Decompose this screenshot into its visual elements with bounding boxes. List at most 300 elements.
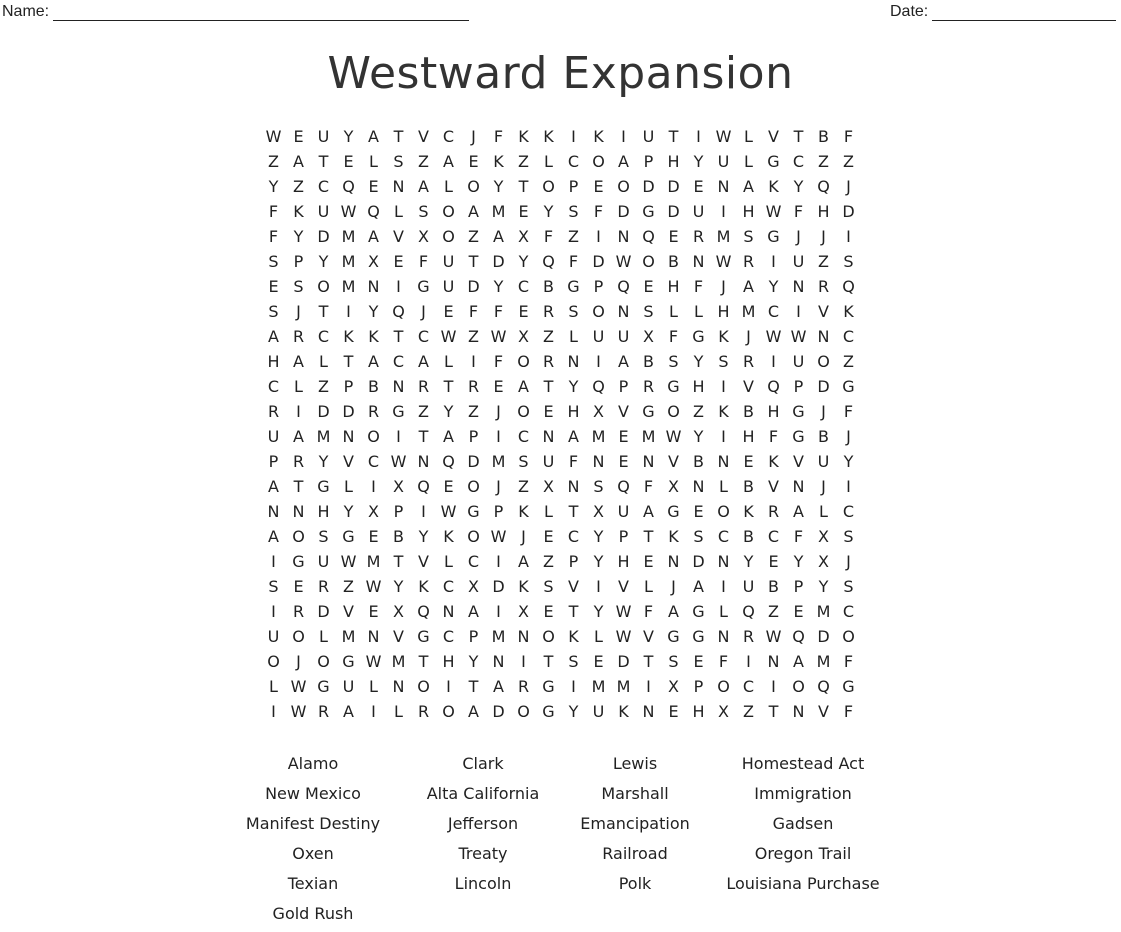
grid-letter[interactable]: D — [342, 402, 355, 421]
grid-letter[interactable]: Z — [543, 552, 554, 571]
grid-letter[interactable]: O — [517, 352, 530, 371]
grid-letter[interactable]: A — [743, 177, 754, 196]
grid-letter[interactable]: P — [393, 502, 404, 521]
grid-letter[interactable]: O — [817, 352, 830, 371]
grid-letter[interactable]: I — [371, 477, 376, 496]
grid-letter[interactable]: Z — [543, 327, 554, 346]
grid-letter[interactable]: P — [643, 152, 654, 171]
grid-letter[interactable]: S — [543, 577, 554, 596]
grid-letter[interactable]: J — [846, 177, 851, 196]
grid-letter[interactable]: Z — [768, 602, 779, 621]
grid-letter[interactable]: L — [694, 302, 703, 321]
grid-letter[interactable]: O — [467, 527, 480, 546]
grid-letter[interactable]: C — [392, 352, 405, 371]
grid-letter[interactable]: T — [393, 552, 404, 571]
grid-letter[interactable]: G — [692, 602, 705, 621]
name-blank-line[interactable] — [53, 3, 469, 21]
grid-letter[interactable]: V — [768, 477, 779, 496]
grid-letter[interactable]: N — [392, 677, 405, 696]
grid-letter[interactable]: V — [618, 577, 629, 596]
grid-letter[interactable]: J — [296, 652, 301, 671]
grid-letter[interactable]: G — [392, 402, 405, 421]
grid-letter[interactable]: R — [267, 402, 280, 421]
grid-letter[interactable]: V — [393, 627, 404, 646]
grid-letter[interactable]: U — [617, 327, 630, 346]
grid-letter[interactable]: C — [567, 152, 580, 171]
grid-letter[interactable]: R — [767, 502, 780, 521]
grid-letter[interactable]: L — [444, 177, 453, 196]
grid-letter[interactable]: A — [368, 352, 379, 371]
grid-letter[interactable]: Q — [817, 677, 830, 696]
grid-letter[interactable]: J — [821, 402, 826, 421]
grid-letter[interactable]: Y — [568, 377, 579, 396]
grid-letter[interactable]: F — [493, 352, 504, 371]
grid-letter[interactable]: B — [668, 252, 679, 271]
grid-letter[interactable]: Q — [792, 627, 805, 646]
grid-letter[interactable]: Q — [442, 452, 455, 471]
grid-letter[interactable]: I — [846, 227, 851, 246]
grid-letter[interactable]: G — [792, 427, 805, 446]
grid-letter[interactable]: R — [817, 277, 830, 296]
grid-letter[interactable]: I — [746, 652, 751, 671]
grid-letter[interactable]: A — [693, 577, 704, 596]
grid-letter[interactable]: G — [542, 702, 555, 721]
grid-letter[interactable]: A — [493, 227, 504, 246]
grid-letter[interactable]: D — [492, 702, 505, 721]
grid-letter[interactable]: E — [343, 152, 354, 171]
grid-letter[interactable]: S — [843, 527, 854, 546]
grid-letter[interactable]: B — [693, 452, 704, 471]
grid-letter[interactable]: F — [793, 202, 804, 221]
grid-letter[interactable]: L — [444, 352, 453, 371]
grid-letter[interactable]: T — [568, 502, 579, 521]
grid-letter[interactable]: H — [617, 552, 630, 571]
grid-letter[interactable]: P — [793, 377, 804, 396]
grid-letter[interactable]: Q — [542, 252, 555, 271]
grid-letter[interactable]: X — [818, 527, 829, 546]
grid-letter[interactable]: O — [842, 627, 855, 646]
grid-letter[interactable]: A — [293, 352, 304, 371]
grid-letter[interactable]: E — [443, 302, 454, 321]
grid-letter[interactable]: L — [294, 377, 303, 396]
grid-letter[interactable]: K — [418, 577, 429, 596]
grid-letter[interactable]: D — [467, 452, 480, 471]
grid-letter[interactable]: W — [615, 602, 632, 621]
grid-letter[interactable]: M — [341, 277, 356, 296]
grid-letter[interactable]: H — [692, 702, 705, 721]
grid-letter[interactable]: H — [742, 202, 755, 221]
date-field[interactable] — [890, 3, 1116, 21]
grid-letter[interactable]: N — [617, 302, 630, 321]
grid-letter[interactable]: X — [668, 677, 679, 696]
grid-letter[interactable]: T — [418, 652, 429, 671]
grid-letter[interactable]: L — [344, 477, 353, 496]
grid-letter[interactable]: N — [492, 652, 505, 671]
grid-letter[interactable]: J — [846, 552, 851, 571]
grid-letter[interactable]: I — [696, 127, 701, 146]
grid-letter[interactable]: Y — [268, 177, 279, 196]
grid-letter[interactable]: K — [718, 327, 729, 346]
grid-letter[interactable]: K — [718, 402, 729, 421]
grid-letter[interactable]: A — [468, 602, 479, 621]
grid-letter[interactable]: T — [318, 152, 329, 171]
grid-letter[interactable]: C — [767, 527, 780, 546]
grid-letter[interactable]: W — [365, 577, 382, 596]
grid-letter[interactable]: A — [643, 502, 654, 521]
grid-letter[interactable]: L — [544, 152, 553, 171]
grid-letter[interactable]: L — [719, 477, 728, 496]
grid-letter[interactable]: G — [467, 502, 480, 521]
grid-letter[interactable]: N — [717, 552, 730, 571]
grid-letter[interactable]: V — [668, 452, 679, 471]
grid-letter[interactable]: H — [667, 277, 680, 296]
grid-letter[interactable]: I — [796, 302, 801, 321]
grid-letter[interactable]: L — [444, 552, 453, 571]
grid-letter[interactable]: O — [542, 177, 555, 196]
grid-letter[interactable]: S — [668, 352, 679, 371]
grid-letter[interactable]: U — [267, 627, 280, 646]
grid-letter[interactable]: X — [543, 477, 554, 496]
grid-letter[interactable]: Y — [518, 252, 529, 271]
grid-letter[interactable]: F — [268, 227, 279, 246]
grid-letter[interactable]: R — [292, 452, 305, 471]
grid-letter[interactable]: P — [568, 552, 579, 571]
grid-letter[interactable]: G — [692, 627, 705, 646]
grid-letter[interactable]: Q — [342, 177, 355, 196]
grid-letter[interactable]: N — [642, 702, 655, 721]
grid-letter[interactable]: G — [567, 277, 580, 296]
grid-letter[interactable]: P — [793, 577, 804, 596]
grid-letter[interactable]: G — [667, 627, 680, 646]
grid-letter[interactable]: E — [368, 527, 379, 546]
grid-letter[interactable]: E — [668, 702, 679, 721]
grid-letter[interactable]: E — [543, 527, 554, 546]
grid-letter[interactable]: C — [842, 327, 855, 346]
grid-letter[interactable]: G — [317, 477, 330, 496]
grid-letter[interactable]: R — [742, 627, 755, 646]
grid-letter[interactable]: W — [765, 327, 782, 346]
grid-letter[interactable]: V — [743, 377, 754, 396]
grid-letter[interactable]: O — [717, 502, 730, 521]
grid-letter[interactable]: T — [443, 377, 454, 396]
grid-letter[interactable]: G — [767, 227, 780, 246]
grid-letter[interactable]: A — [293, 152, 304, 171]
grid-letter[interactable]: W — [340, 202, 357, 221]
grid-letter[interactable]: C — [517, 427, 530, 446]
grid-letter[interactable]: E — [293, 577, 304, 596]
grid-letter[interactable]: P — [618, 377, 629, 396]
grid-letter[interactable]: Z — [518, 152, 529, 171]
grid-letter[interactable]: H — [692, 377, 705, 396]
grid-letter[interactable]: Y — [543, 202, 554, 221]
grid-letter[interactable]: F — [843, 402, 854, 421]
grid-letter[interactable]: V — [393, 227, 404, 246]
grid-letter[interactable]: B — [393, 527, 404, 546]
grid-letter[interactable]: I — [496, 427, 501, 446]
grid-letter[interactable]: S — [718, 352, 729, 371]
grid-letter[interactable]: G — [667, 377, 680, 396]
grid-letter[interactable]: A — [618, 352, 629, 371]
grid-letter[interactable]: I — [471, 352, 476, 371]
grid-letter[interactable]: X — [368, 252, 379, 271]
grid-letter[interactable]: P — [468, 427, 479, 446]
grid-letter[interactable]: G — [842, 677, 855, 696]
grid-letter[interactable]: I — [346, 302, 351, 321]
grid-letter[interactable]: I — [771, 677, 776, 696]
grid-letter[interactable]: N — [367, 627, 380, 646]
grid-letter[interactable]: N — [392, 377, 405, 396]
grid-letter[interactable]: N — [717, 177, 730, 196]
grid-letter[interactable]: L — [744, 127, 753, 146]
grid-letter[interactable]: X — [593, 402, 604, 421]
grid-letter[interactable]: F — [493, 127, 504, 146]
grid-letter[interactable]: A — [468, 702, 479, 721]
grid-letter[interactable]: P — [268, 452, 279, 471]
grid-letter[interactable]: I — [271, 552, 276, 571]
grid-letter[interactable]: Y — [418, 527, 429, 546]
grid-letter[interactable]: L — [369, 677, 378, 696]
grid-letter[interactable]: I — [621, 127, 626, 146]
grid-letter[interactable]: B — [743, 402, 754, 421]
grid-letter[interactable]: G — [642, 202, 655, 221]
grid-letter[interactable]: N — [667, 552, 680, 571]
grid-letter[interactable]: A — [368, 227, 379, 246]
grid-letter[interactable]: A — [618, 152, 629, 171]
grid-letter[interactable]: X — [418, 227, 429, 246]
grid-letter[interactable]: S — [843, 252, 854, 271]
grid-letter[interactable]: F — [643, 477, 654, 496]
grid-letter[interactable]: H — [317, 502, 330, 521]
grid-letter[interactable]: A — [793, 502, 804, 521]
grid-letter[interactable]: D — [492, 252, 505, 271]
grid-letter[interactable]: L — [394, 702, 403, 721]
grid-letter[interactable]: J — [521, 527, 526, 546]
grid-letter[interactable]: A — [468, 202, 479, 221]
grid-letter[interactable]: C — [567, 527, 580, 546]
grid-letter[interactable]: N — [767, 652, 780, 671]
grid-letter[interactable]: Z — [568, 227, 579, 246]
grid-letter[interactable]: R — [417, 377, 430, 396]
grid-letter[interactable]: A — [368, 127, 379, 146]
grid-letter[interactable]: P — [468, 627, 479, 646]
grid-letter[interactable]: Y — [768, 277, 779, 296]
grid-letter[interactable]: Q — [642, 227, 655, 246]
grid-letter[interactable]: A — [518, 552, 529, 571]
grid-letter[interactable]: W — [790, 327, 807, 346]
grid-letter[interactable]: E — [693, 177, 704, 196]
grid-letter[interactable]: B — [643, 352, 654, 371]
grid-letter[interactable]: V — [418, 127, 429, 146]
grid-letter[interactable]: Y — [368, 302, 379, 321]
grid-letter[interactable]: K — [518, 577, 529, 596]
grid-letter[interactable]: C — [842, 602, 855, 621]
grid-letter[interactable]: A — [668, 602, 679, 621]
grid-letter[interactable]: Z — [318, 377, 329, 396]
grid-letter[interactable]: F — [843, 702, 854, 721]
grid-letter[interactable]: Y — [693, 152, 704, 171]
grid-letter[interactable]: C — [317, 327, 330, 346]
grid-letter[interactable]: J — [671, 577, 676, 596]
grid-letter[interactable]: Q — [742, 602, 755, 621]
grid-letter[interactable]: Z — [743, 702, 754, 721]
grid-letter[interactable]: O — [667, 402, 680, 421]
grid-letter[interactable]: H — [742, 427, 755, 446]
grid-letter[interactable]: R — [292, 602, 305, 621]
grid-letter[interactable]: E — [268, 277, 279, 296]
grid-letter[interactable]: L — [319, 352, 328, 371]
grid-letter[interactable]: I — [271, 702, 276, 721]
grid-letter[interactable]: N — [567, 352, 580, 371]
grid-letter[interactable]: E — [443, 477, 454, 496]
grid-letter[interactable]: L — [819, 502, 828, 521]
grid-letter[interactable]: C — [717, 527, 730, 546]
grid-letter[interactable]: H — [567, 402, 580, 421]
grid-letter[interactable]: L — [394, 202, 403, 221]
grid-letter[interactable]: Y — [793, 552, 804, 571]
grid-letter[interactable]: C — [742, 677, 755, 696]
grid-letter[interactable]: H — [717, 302, 730, 321]
grid-letter[interactable]: G — [792, 402, 805, 421]
grid-letter[interactable]: P — [693, 677, 704, 696]
grid-letter[interactable]: R — [517, 677, 530, 696]
grid-letter[interactable]: I — [771, 252, 776, 271]
grid-letter[interactable]: F — [668, 327, 679, 346]
grid-letter[interactable]: Y — [318, 252, 329, 271]
grid-letter[interactable]: Q — [842, 277, 855, 296]
grid-letter[interactable]: F — [493, 302, 504, 321]
grid-letter[interactable]: W — [490, 327, 507, 346]
grid-letter[interactable]: G — [767, 152, 780, 171]
grid-letter[interactable]: E — [468, 152, 479, 171]
grid-letter[interactable]: Y — [593, 552, 604, 571]
grid-letter[interactable]: Y — [318, 452, 329, 471]
grid-letter[interactable]: A — [268, 477, 279, 496]
grid-letter[interactable]: Z — [343, 577, 354, 596]
grid-letter[interactable]: Z — [468, 327, 479, 346]
grid-letter[interactable]: O — [467, 477, 480, 496]
grid-letter[interactable]: V — [618, 402, 629, 421]
grid-letter[interactable]: S — [593, 477, 604, 496]
grid-letter[interactable]: I — [646, 677, 651, 696]
grid-letter[interactable]: F — [718, 652, 729, 671]
grid-letter[interactable]: Y — [593, 527, 604, 546]
grid-letter[interactable]: O — [717, 677, 730, 696]
grid-letter[interactable]: I — [521, 652, 526, 671]
grid-letter[interactable]: Y — [693, 352, 704, 371]
grid-letter[interactable]: B — [368, 377, 379, 396]
grid-letter[interactable]: R — [467, 377, 480, 396]
grid-letter[interactable]: Z — [418, 152, 429, 171]
grid-letter[interactable]: M — [816, 602, 831, 621]
grid-letter[interactable]: S — [268, 252, 279, 271]
grid-letter[interactable]: Z — [468, 227, 479, 246]
grid-letter[interactable]: A — [568, 427, 579, 446]
grid-letter[interactable]: L — [744, 152, 753, 171]
grid-letter[interactable]: I — [396, 277, 401, 296]
grid-letter[interactable]: X — [468, 577, 479, 596]
grid-letter[interactable]: U — [317, 127, 330, 146]
grid-letter[interactable]: D — [817, 377, 830, 396]
grid-letter[interactable]: Q — [617, 477, 630, 496]
grid-letter[interactable]: U — [692, 202, 705, 221]
grid-letter[interactable]: K — [493, 152, 504, 171]
grid-letter[interactable]: W — [340, 552, 357, 571]
grid-letter[interactable]: C — [367, 452, 380, 471]
grid-letter[interactable]: G — [842, 377, 855, 396]
grid-letter[interactable]: Z — [818, 152, 829, 171]
grid-letter[interactable]: A — [443, 152, 454, 171]
grid-letter[interactable]: H — [442, 652, 455, 671]
grid-letter[interactable]: N — [592, 452, 605, 471]
grid-letter[interactable]: D — [317, 602, 330, 621]
grid-letter[interactable]: I — [721, 202, 726, 221]
grid-letter[interactable]: S — [568, 652, 579, 671]
grid-letter[interactable]: P — [593, 277, 604, 296]
grid-letter[interactable]: X — [718, 702, 729, 721]
grid-letter[interactable]: S — [668, 652, 679, 671]
grid-letter[interactable]: E — [693, 502, 704, 521]
grid-letter[interactable]: H — [667, 152, 680, 171]
grid-letter[interactable]: S — [418, 202, 429, 221]
grid-letter[interactable]: U — [317, 202, 330, 221]
grid-letter[interactable]: U — [717, 152, 730, 171]
grid-letter[interactable]: E — [518, 302, 529, 321]
grid-letter[interactable]: K — [343, 327, 354, 346]
grid-letter[interactable]: P — [343, 377, 354, 396]
grid-letter[interactable]: T — [393, 327, 404, 346]
grid-letter[interactable]: E — [518, 202, 529, 221]
grid-letter[interactable]: W — [715, 127, 732, 146]
grid-letter[interactable]: E — [693, 652, 704, 671]
grid-letter[interactable]: S — [568, 302, 579, 321]
grid-letter[interactable]: J — [821, 477, 826, 496]
grid-letter[interactable]: U — [742, 577, 755, 596]
grid-letter[interactable]: S — [643, 302, 654, 321]
grid-letter[interactable]: I — [271, 602, 276, 621]
grid-letter[interactable]: E — [668, 227, 679, 246]
grid-letter[interactable]: I — [296, 402, 301, 421]
grid-letter[interactable]: Y — [843, 452, 854, 471]
grid-letter[interactable]: N — [567, 477, 580, 496]
grid-letter[interactable]: R — [542, 352, 555, 371]
grid-letter[interactable]: U — [542, 452, 555, 471]
grid-letter[interactable]: D — [492, 577, 505, 596]
grid-letter[interactable]: I — [496, 552, 501, 571]
grid-letter[interactable]: J — [746, 327, 751, 346]
grid-letter[interactable]: C — [442, 577, 455, 596]
grid-letter[interactable]: X — [643, 327, 654, 346]
grid-letter[interactable]: K — [443, 527, 454, 546]
grid-letter[interactable]: N — [392, 177, 405, 196]
grid-letter[interactable]: F — [843, 652, 854, 671]
grid-letter[interactable]: O — [292, 627, 305, 646]
grid-letter[interactable]: R — [317, 577, 330, 596]
grid-letter[interactable]: I — [571, 127, 576, 146]
grid-letter[interactable]: W — [390, 452, 407, 471]
grid-letter[interactable]: O — [467, 177, 480, 196]
grid-letter[interactable]: Y — [793, 177, 804, 196]
grid-letter[interactable]: S — [518, 452, 529, 471]
grid-letter[interactable]: W — [440, 502, 457, 521]
grid-letter[interactable]: S — [693, 527, 704, 546]
grid-letter[interactable]: G — [542, 677, 555, 696]
grid-letter[interactable]: I — [396, 427, 401, 446]
grid-letter[interactable]: E — [793, 602, 804, 621]
grid-letter[interactable]: M — [491, 452, 506, 471]
grid-letter[interactable]: H — [267, 352, 280, 371]
grid-letter[interactable]: Y — [493, 277, 504, 296]
grid-letter[interactable]: E — [743, 452, 754, 471]
